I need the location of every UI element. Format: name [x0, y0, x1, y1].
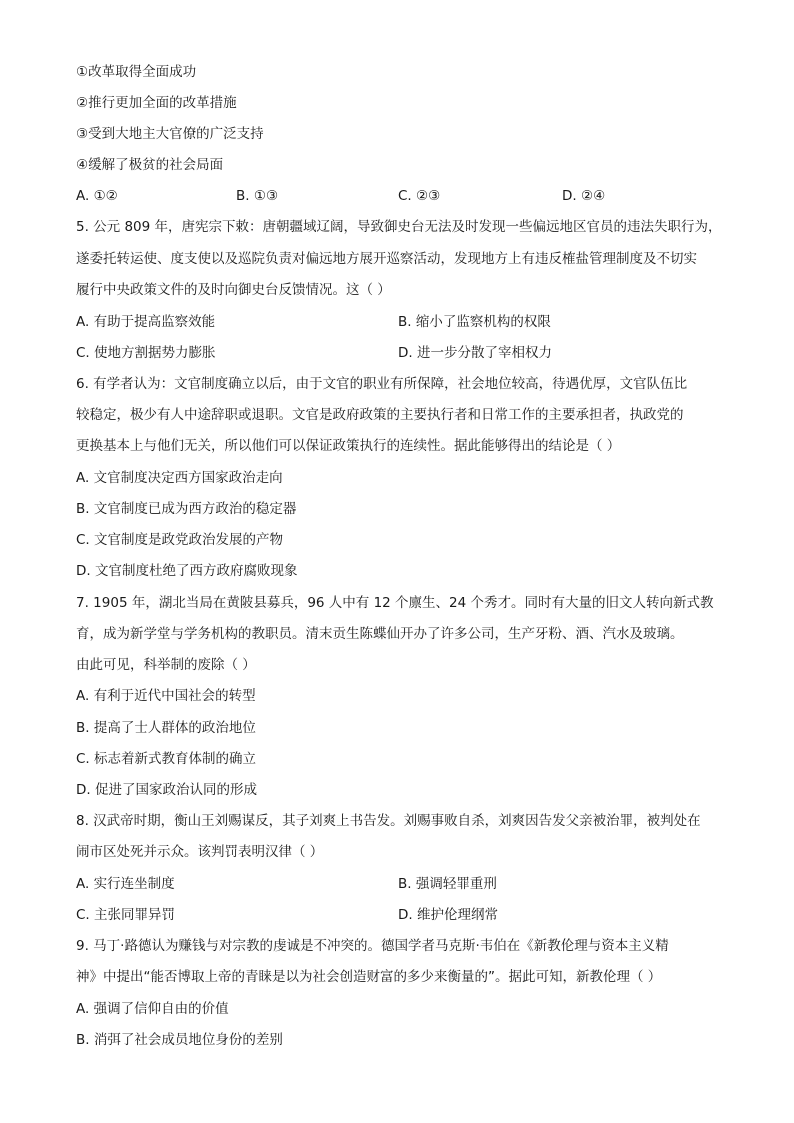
q5-option-d: D. 进一步分散了宰相权力: [398, 345, 552, 361]
q6-option-b: B. 文官制度已成为西方政治的稳定器: [76, 501, 297, 517]
q9-stem-line-1: 9. 马丁·路德认为赚钱与对宗教的虔诚是不冲突的。德国学者马克斯·韦伯在《新教伦理与资本主义精: [76, 938, 669, 954]
q7-option-b: B. 提高了士人群体的政治地位: [76, 720, 256, 736]
q4-item-2: ②推行更加全面的改革措施: [76, 95, 237, 111]
q7-stem-line-2: 育，成为新学堂与学务机构的教职员。清末贡生陈蝶仙开办了许多公司，生产牙粉、酒、汽水及玻璃。: [76, 626, 684, 642]
q5-stem-line-2: 遂委托转运使、度支使以及巡院负责对偏远地方展开巡察活动，发现地方上有违反榷盐管理制度及不切实: [76, 251, 697, 267]
q4-item-3: ③受到大地主大官僚的广泛支持: [76, 126, 264, 142]
q5-stem-line-1: 5. 公元 809 年，唐宪宗下敕：唐朝疆域辽阔，导致御史台无法及时发现一些偏远地区官员的违法失职行为，: [76, 219, 722, 235]
q4-option-b: B. ①③: [236, 188, 279, 204]
q7-stem-line-3: 由此可见，科举制的废除（ ）: [76, 657, 256, 673]
q8-option-a: A. 实行连坐制度: [76, 876, 175, 892]
q5-option-c: C. 使地方割据势力膨胀: [76, 345, 216, 361]
q8-stem-line-2: 闹市区处死并示众。该判罚表明汉律（ ）: [76, 844, 324, 860]
q4-option-d: D. ②④: [562, 188, 606, 204]
q7-option-a: A. 有利于近代中国社会的转型: [76, 688, 256, 704]
q4-item-4: ④缓解了极贫的社会局面: [76, 157, 224, 173]
q7-stem-line-1: 7. 1905 年，湖北当局在黄陂县募兵，96 人中有 12 个廪生、24 个秀才。同时有大量的旧文人转向新式教: [76, 595, 714, 611]
q6-option-a: A. 文官制度决定西方国家政治走向: [76, 470, 283, 486]
q7-option-d: D. 促进了国家政治认同的形成: [76, 782, 257, 798]
q8-option-c: C. 主张同罪异罚: [76, 907, 176, 923]
q7-option-c: C. 标志着新式教育体制的确立: [76, 751, 257, 767]
q6-option-d: D. 文官制度杜绝了西方政府腐败现象: [76, 563, 298, 579]
q4-item-1: ①改革取得全面成功: [76, 64, 197, 80]
q6-stem-line-3: 更换基本上与他们无关，所以他们可以保证政策执行的连续性。据此能够得出的结论是（ ）: [76, 438, 621, 454]
q8-option-b: B. 强调轻罪重刑: [398, 876, 497, 892]
q4-option-a: A. ①②: [76, 188, 118, 204]
q6-stem-line-1: 6. 有学者认为：文官制度确立以后，由于文官的职业有所保障，社会地位较高，待遇优厚，文官队伍比: [76, 376, 688, 392]
q9-option-b: B. 消弭了社会成员地位身份的差别: [76, 1032, 283, 1048]
q4-option-c: C. ②③: [398, 188, 441, 204]
q9-stem-line-2: 神》中提出“能否博取上帝的青睐是以为社会创造财富的多少来衡量的”。据此可知，新教伦理（ ）: [76, 969, 662, 985]
q8-stem-line-1: 8. 汉武帝时期，衡山王刘赐谋反，其子刘爽上书告发。刘赐事败自杀，刘爽因告发父亲被治罪，被判处在: [76, 813, 701, 829]
q5-option-a: A. 有助于提高监察效能: [76, 314, 216, 330]
q9-option-a: A. 强调了信仰自由的价值: [76, 1001, 229, 1017]
q5-option-b: B. 缩小了监察机构的权限: [398, 314, 551, 330]
q6-stem-line-2: 较稳定，极少有人中途辞职或退职。文官是政府政策的主要执行者和日常工作的主要承担者，执政党的: [76, 407, 684, 423]
q8-option-d: D. 维护伦理纲常: [398, 907, 498, 923]
q5-stem-line-3: 履行中央政策文件的及时向御史台反馈情况。这（ ）: [76, 282, 391, 298]
q6-option-c: C. 文官制度是政党政治发展的产物: [76, 532, 284, 548]
